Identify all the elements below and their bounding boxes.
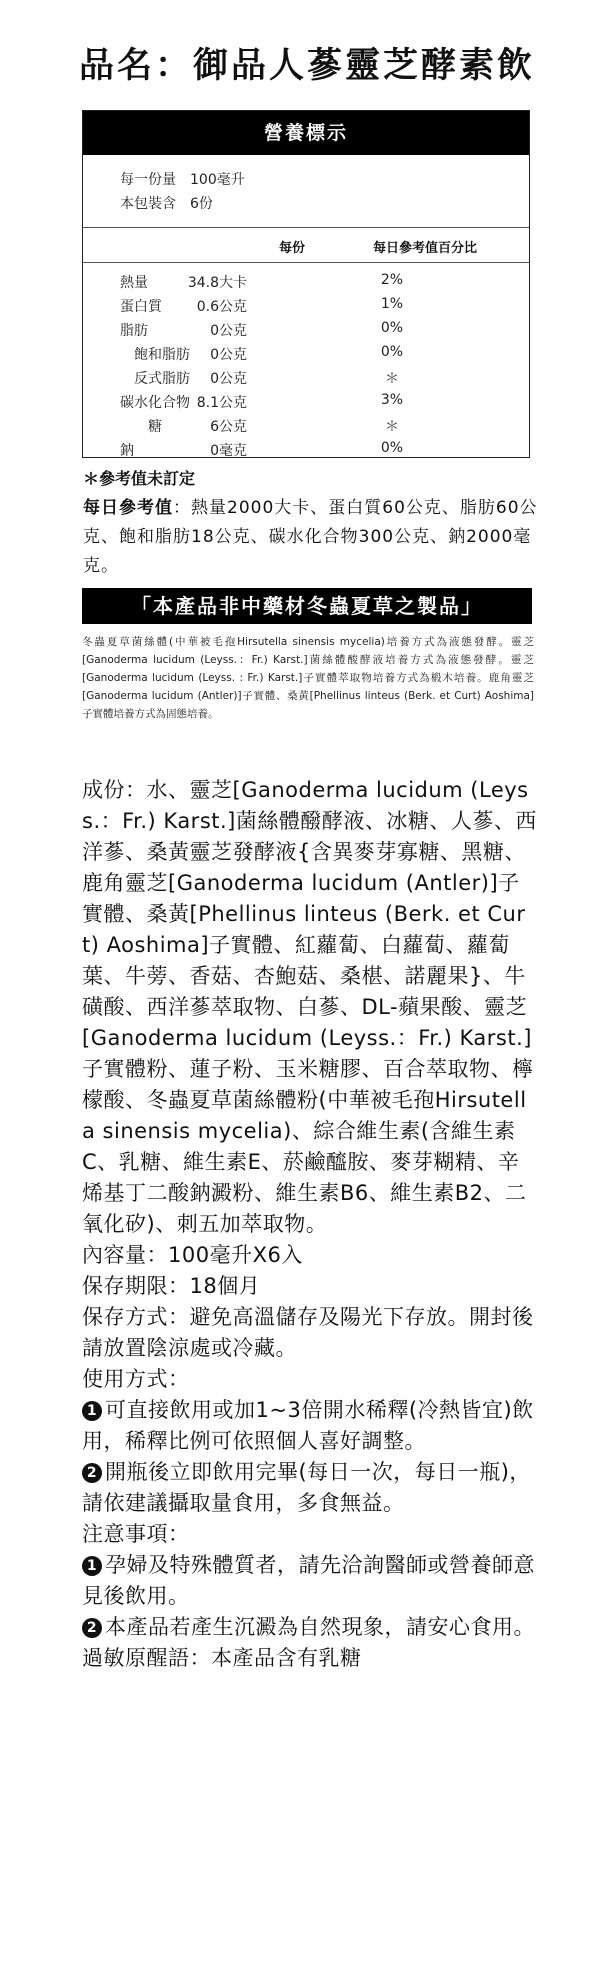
nutrition-row bbox=[83, 272, 529, 296]
usage-title: 使用方式： bbox=[82, 1367, 190, 1391]
nutrient-amount: 8.1公克 bbox=[196, 395, 247, 411]
cultivation-paragraph: 冬蟲夏草菌絲體(中華被毛孢Hirsutella sinensis mycelia)培養方式為液態發酵。靈芝[Ganoderma lucidum (Leyss.：Fr.) Karst.]菌絲體酸酵液培養方式為液態發酵。靈芝[Ganoderma lucidum (Leyss. : Fr.) Karst.]子實體萃取物培養方式為椴木培養。鹿角靈芝[Ganoderma lucidum (Antler)]子實體、桑黃[Phellinus linteus (Berk. et Curt) Aoshima]子實體培養方式為固態培養。 bbox=[82, 636, 534, 720]
number-2-icon: 2 bbox=[82, 1618, 102, 1638]
nutrient-amount: 34.8大卡 bbox=[187, 275, 247, 291]
servings-per-pack-row bbox=[120, 193, 213, 213]
nutrition-row bbox=[83, 440, 529, 464]
number-1-icon: 1 bbox=[82, 1556, 102, 1576]
reference-note: ＊參考值未訂定 bbox=[83, 469, 196, 488]
storage-method: 保存方式：避免高溫儲存及陽光下存放。開封後請放置陰涼處或冷藏。 bbox=[82, 1305, 534, 1360]
caution-item bbox=[82, 1550, 538, 1612]
shelf-life: 保存期限：18個月 bbox=[82, 1274, 261, 1298]
nutrient-name: 糖 bbox=[148, 419, 162, 435]
number-1-icon: 1 bbox=[82, 1401, 102, 1421]
serving-info bbox=[83, 155, 529, 228]
daily-reference-text: ：熱量2000大卡、蛋白質60公克、脂肪60公克、飽和脂肪18公克、碳水化合物300公克、鈉2000毫克。 bbox=[83, 498, 538, 576]
usage-item bbox=[82, 1457, 538, 1519]
nutrient-percent: 0% bbox=[380, 344, 404, 360]
serving-size-label: 每一份量 bbox=[120, 172, 176, 188]
usage-item bbox=[82, 1395, 538, 1457]
nutrition-row bbox=[83, 296, 529, 320]
nutrition-row bbox=[83, 320, 529, 344]
nutrient-name: 鈉 bbox=[120, 443, 134, 459]
nutrition-table bbox=[82, 110, 530, 458]
caution-title: 注意事項： bbox=[82, 1522, 190, 1546]
disclaimer-banner: 「本產品非中藥材冬蟲夏草之製品」 bbox=[82, 588, 532, 624]
nutrient-name: 反式脂肪 bbox=[134, 371, 190, 387]
caution-item-text: 本產品若產生沉澱為自然現象，請安心食用。 bbox=[105, 1615, 535, 1639]
nutrient-percent: ＊ bbox=[385, 419, 399, 435]
nutrition-row bbox=[83, 368, 529, 392]
nutrition-column-headers bbox=[83, 228, 529, 263]
usage-item-text: 可直接飲用或加1~3倍開水稀釋(冷熱皆宜)飲用，稀釋比例可依照個人喜好調整。 bbox=[82, 1398, 534, 1453]
content-volume: 內容量：100毫升X6入 bbox=[82, 1243, 303, 1267]
nutrient-percent: 0% bbox=[380, 320, 404, 336]
column-daily-percent: 每日參考值百分比 bbox=[373, 241, 478, 256]
nutrient-percent: 0% bbox=[380, 440, 404, 456]
ingredients: 成份：水、靈芝[Ganoderma lucidum (Leyss.：Fr.) Karst.]菌絲體醱酵液、冰糖、人蔘、西洋蔘、桑黃靈芝發酵液{含異麥芽寡糖、黑糖、鹿角靈芝[Ganoderma lucidum (Antler)]子實體、桑黃[Phellinus linteus (Berk. et Curt) Aoshima]子實體、紅蘿蔔、白蘿蔔、蘿蔔葉、牛蒡、香菇、杏鮑菇、桑椹、諾麗果}、牛磺酸、西洋蔘萃取物、白蔘、DL-蘋果酸、靈芝[Ganoderma lucidum (Leyss.：Fr.) Karst.]子實體粉、蓮子粉、玉米糖膠、百合萃取物、檸檬酸、冬蟲夏草菌絲體粉(中華被毛孢Hirsutella sinensis mycelia)、綜合維生素(含維生素C、乳糖、維生素E、菸鹼醯胺、麥芽糊精、辛烯基丁二酸鈉澱粉、維生素B6、維生素B2、二氧化矽)、刺五加萃取物。 bbox=[82, 778, 537, 1236]
serving-size-value: 100毫升 bbox=[190, 172, 245, 188]
servings-per-pack-value: 6份 bbox=[190, 196, 213, 212]
number-2-icon: 2 bbox=[82, 1463, 102, 1483]
product-title: 品名：御品人蔘靈芝酵素飲 bbox=[78, 46, 535, 86]
nutrient-name: 脂肪 bbox=[120, 323, 148, 339]
daily-reference bbox=[83, 494, 543, 581]
nutrient-amount: 6公克 bbox=[210, 419, 247, 435]
caution-item-text: 孕婦及特殊體質者，請先洽詢醫師或營養師意見後飲用。 bbox=[82, 1553, 535, 1608]
allergen-notice: 過敏原醒語：本產品含有乳糖 bbox=[82, 1646, 362, 1670]
nutrient-name: 蛋白質 bbox=[120, 299, 162, 315]
serving-size-row bbox=[120, 169, 245, 189]
nutrition-row bbox=[83, 416, 529, 440]
column-per-serving: 每份 bbox=[279, 241, 306, 256]
nutrient-name: 碳水化合物 bbox=[120, 395, 190, 411]
nutrient-amount: 0毫克 bbox=[210, 443, 247, 459]
nutrition-row bbox=[83, 344, 529, 368]
nutrient-amount: 0.6公克 bbox=[196, 299, 247, 315]
servings-per-pack-label: 本包裝含 bbox=[120, 196, 176, 212]
usage-item-text: 開瓶後立即飲用完畢(每日一次，每日一瓶)，請依建議攝取量食用，多食無益。 bbox=[82, 1460, 531, 1515]
nutrient-name: 飽和脂肪 bbox=[134, 347, 190, 363]
product-details bbox=[82, 775, 538, 1674]
nutrient-percent: 1% bbox=[380, 296, 404, 312]
nutrient-percent: ＊ bbox=[385, 371, 399, 387]
nutrient-amount: 0公克 bbox=[210, 347, 247, 363]
nutrient-name: 熱量 bbox=[120, 275, 148, 291]
daily-reference-label: 每日參考值 bbox=[83, 498, 173, 518]
caution-item bbox=[82, 1612, 538, 1643]
nutrient-percent: 3% bbox=[380, 392, 404, 408]
nutrition-row bbox=[83, 392, 529, 416]
nutrient-amount: 0公克 bbox=[210, 371, 247, 387]
nutrient-amount: 0公克 bbox=[210, 323, 247, 339]
nutrient-percent: 2% bbox=[380, 272, 404, 288]
nutrition-header: 營養標示 bbox=[83, 111, 529, 155]
